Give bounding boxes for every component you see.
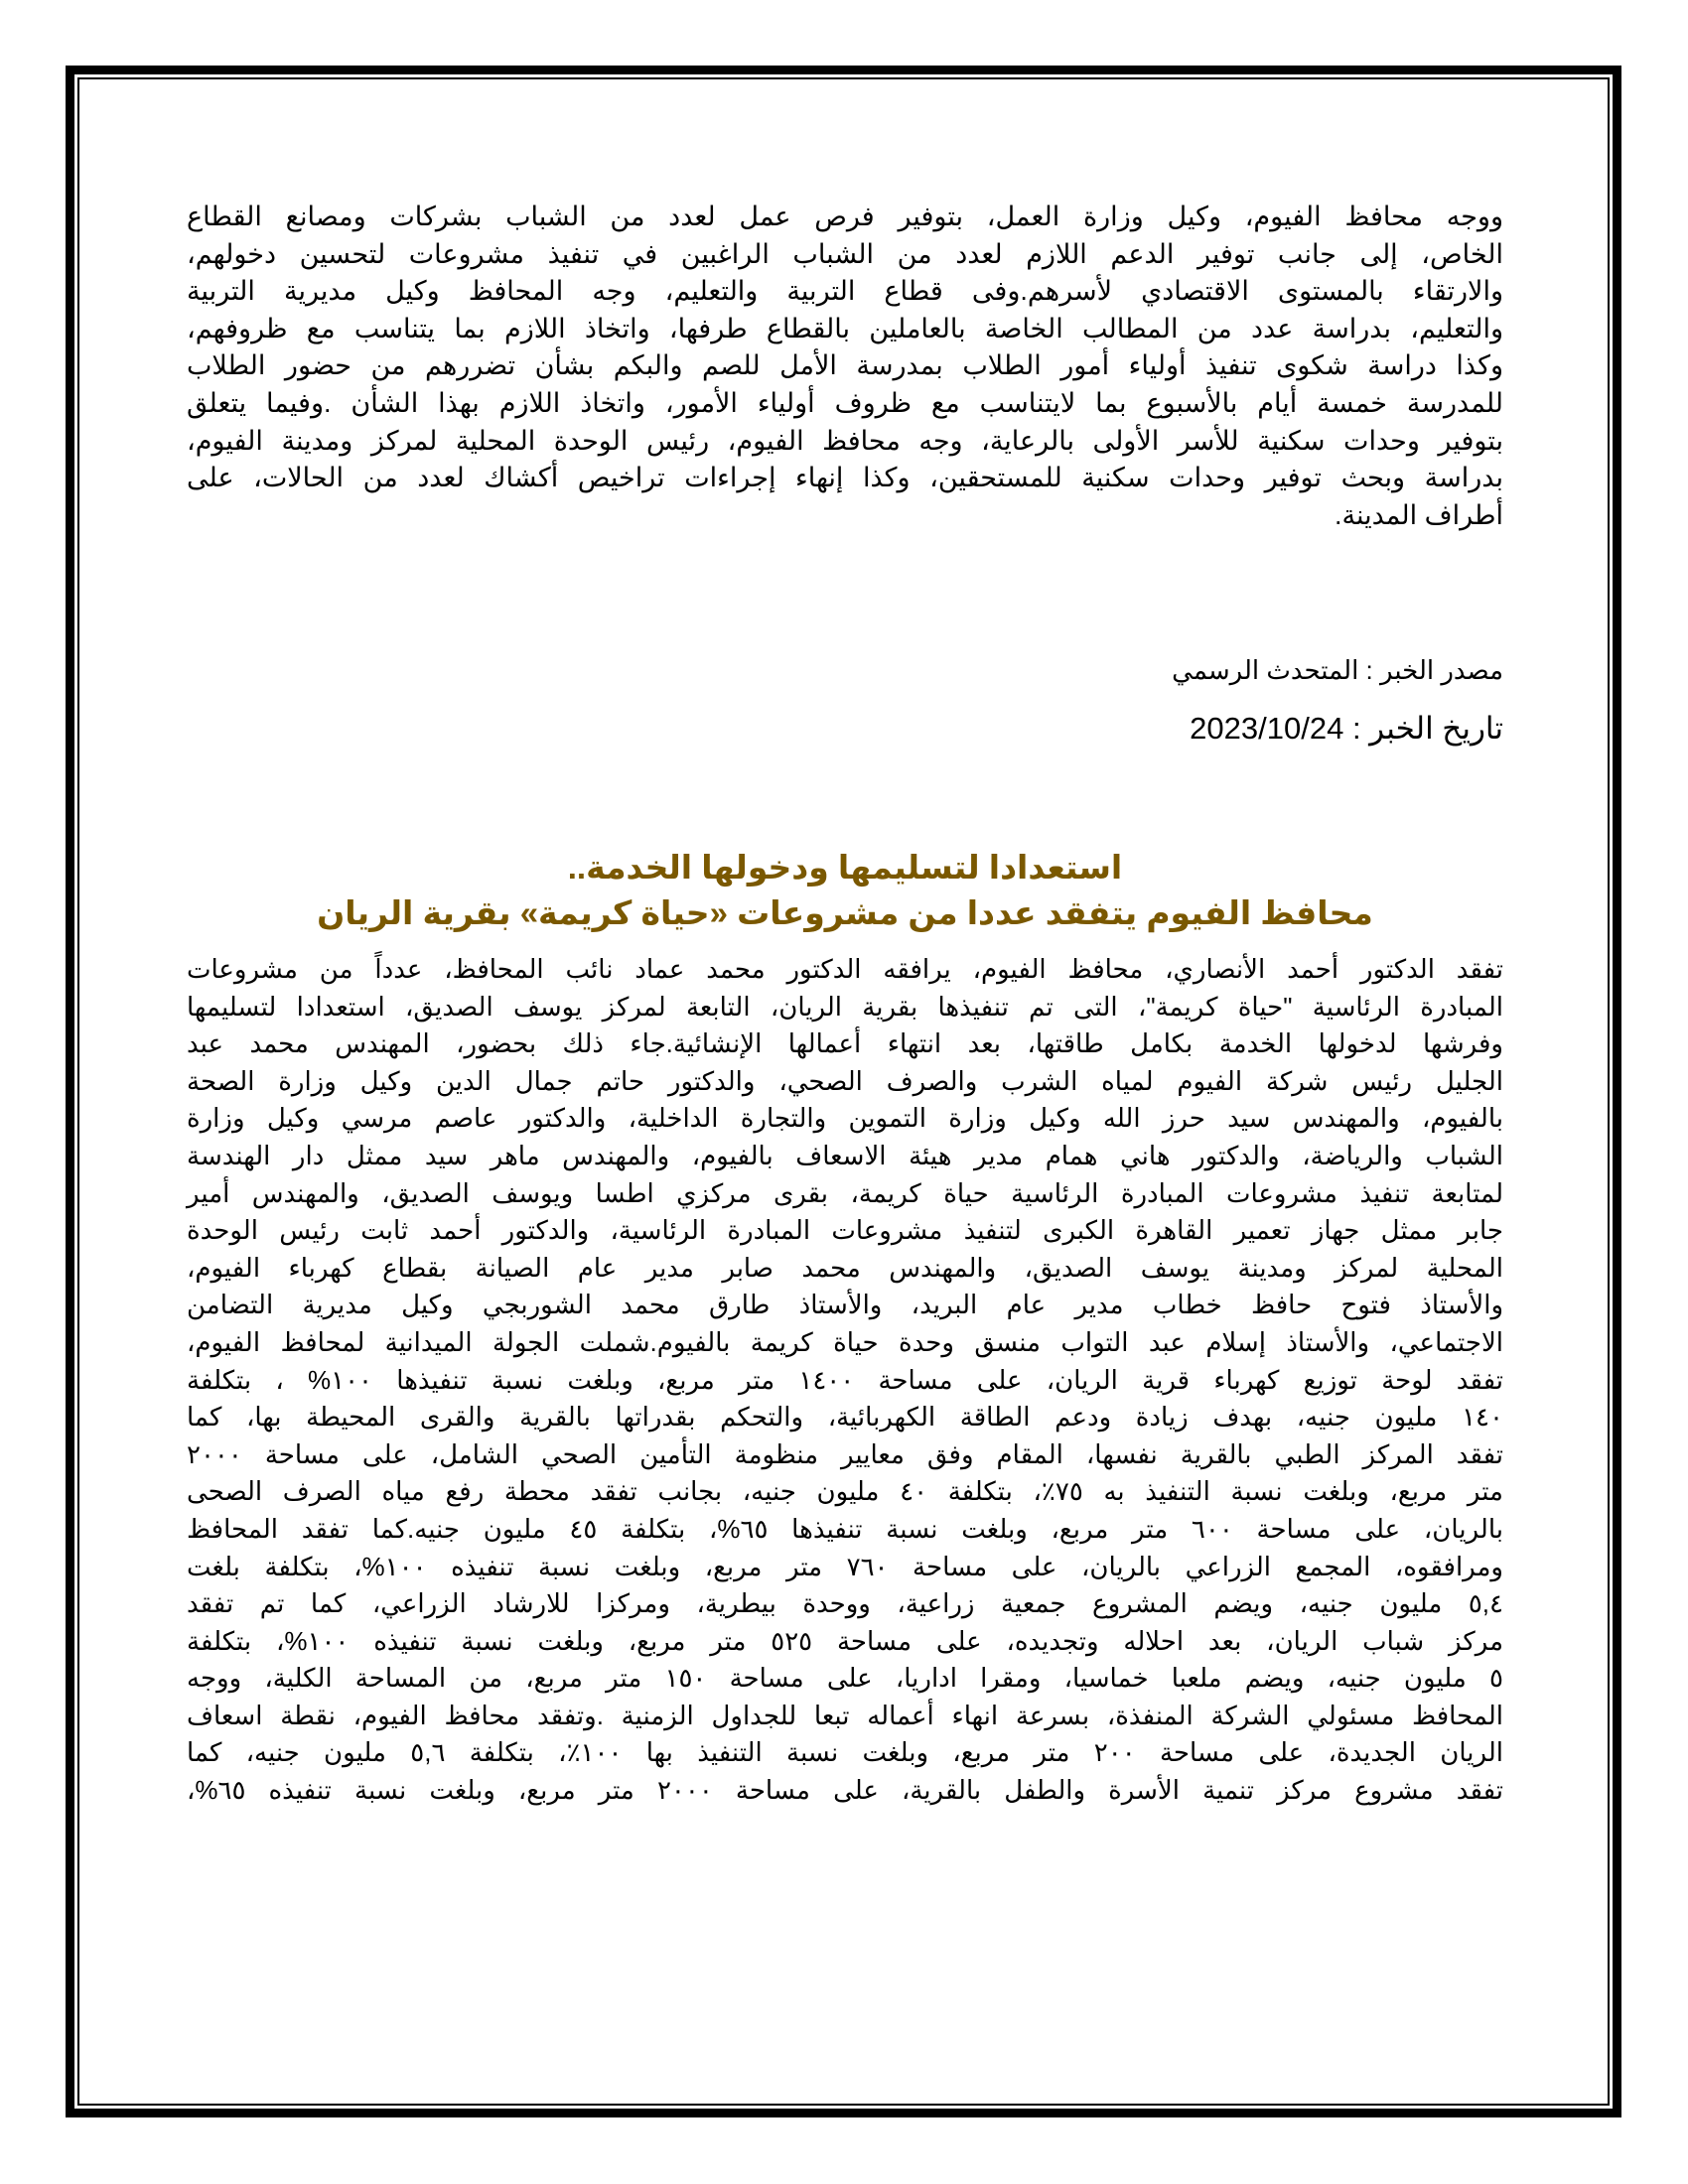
text-line: ٥ مليون جنيه، ويضم ملعبا خماسيا، ومقرا اداريا، على مساحة ١٥٠ متر مربع، من المساحة الكلية، ووجه [187, 1663, 1504, 1694]
headline-kicker: استعدادا لتسليمها ودخولها الخدمة.. [567, 849, 1123, 886]
text-line: ١٤٠ مليون جنيه، بهدف زيادة ودعم الطاقة الكهربائية، والتحكم بقدراتها بالقرية والقرى المحيطة بها، كما [187, 1402, 1503, 1433]
text-line: تفقد المركز الطبي بالقرية نفسها، المقام وفق معايير منظومة التأمين الصحي الشامل، على مساحة ٢٠٠٠ [187, 1438, 1503, 1469]
text-line: الجليل رئيس شركة الفيوم لمياه الشرب والصرف الصحي، والدكتور حاتم جمال الدين وكيل وزارة الصحة [187, 1065, 1503, 1096]
text-line: مركز شباب الريان، بعد احلاله وتجديده، على مساحة ٥٢٥ متر مربع، وبلغت نسبة تنفيذه ١٠٠%، بتكلفة [187, 1625, 1503, 1656]
text-line: بالفيوم، والمهندس سيد حرز الله وكيل وزارة التموين والتجارة الداخلية، والدكتور عاصم مرسي وكيل وزارة [187, 1103, 1503, 1134]
headline-title: محافظ الفيوم يتفقد عددا من مشروعات «حياة كريمة» بقرية الريان [317, 894, 1373, 931]
text-line: الاجتماعي، والأستاذ إسلام عبد التواب منسق وحدة حياة كريمة بالفيوم.شملت الجولة الميدانية لمحافظ الفيوم، [187, 1326, 1503, 1357]
text-line: تفقد لوحة توزيع كهرباء قرية الريان، على مساحة ١٤٠٠ متر مربع، وبلغت نسبة تنفيذها ١٠٠% ، بتكلفة [187, 1364, 1503, 1395]
text-line: وفرشها لدخولها الخدمة بكامل طاقتها، بعد انتهاء أعمالها الإنشائية.جاء ذلك بحضور، المهندس محمد عبد [187, 1028, 1503, 1059]
text-line: تفقد الدكتور أحمد الأنصاري، محافظ الفيوم، يرافقه الدكتور محمد عماد نائب المحافظ، عدداً من مشروعات [187, 954, 1503, 984]
text-line: للمدرسة خمسة أيام بالأسبوع بما لايتناسب مع ظروف أولياء الأمور، واتخاذ اللازم بهذا الشأن .وفيما يتعلق [187, 387, 1503, 418]
text-line: ٥,٤ مليون جنيه، ويضم المشروع جمعية زراعية، ووحدة بيطرية، ومركزا للارشاد الزراعي، كما تم تفقد [187, 1588, 1503, 1619]
paragraph-article-body [187, 951, 1503, 1810]
news-source: مصدر الخبر : المتحدث الرسمي [1172, 655, 1503, 685]
text-line: متر مربع، وبلغت نسبة التنفيذ به ٧٥٪، بتكلفة ٤٠ مليون جنيه، بجانب تفقد محطة رفع مياه الصرف الصحى [187, 1476, 1503, 1507]
text-line: بتوفير وحدات سكنية للأسر الأولى بالرعاية، وجه محافظ الفيوم، رئيس الوحدة المحلية لمركز ومدينة الفيوم، [187, 425, 1503, 456]
text-line: لمتابعة تنفيذ مشروعات المبادرة الرئاسية حياة كريمة، بقرى مركزي اطسا ويوسف الصديق، والمهندس أمير [187, 1177, 1503, 1208]
text-line: وكذا دراسة شكوى تنفيذ أولياء أمور الطلاب بمدرسة الأمل للصم والبكم بشأن تضررهم من حضور الطلاب [187, 350, 1503, 381]
text-line: الشباب والرياضة، والدكتور هاني همام مدير هيئة الاسعاف بالفيوم، والمهندس ماهر سيد ممثل دار الهندسة [187, 1140, 1503, 1170]
news-date: تاريخ الخبر : 2023/10/24 [1190, 711, 1503, 746]
text-line: ومرافقوه، المجمع الزراعي بالريان، على مساحة ٧٦٠ متر مربع، وبلغت نسبة تنفيذه ١٠٠%، بتكلفة بلغت [187, 1551, 1503, 1581]
text-line: والتعليم، بدراسة عدد من المطالب الخاصة بالعاملين بالقطاع طرفها، واتخاذ اللازم بما يتناسب مع ظروفهم، [187, 313, 1503, 343]
text-line: بالريان، على مساحة ٦٠٠ متر مربع، وبلغت نسبة تنفيذها ٦٥%، بتكلفة ٤٥ مليون جنيه.كما تفقد المحافظ [187, 1513, 1503, 1544]
text-line: جابر ممثل جهاز تعمير القاهرة الكبرى لتنفيذ مشروعات المبادرة الرئاسية، والدكتور أحمد ثابت رئيس الوحدة [187, 1215, 1503, 1246]
text-line: الريان الجديدة، على مساحة ٢٠٠ متر مربع، وبلغت نسبة التنفيذ بها ١٠٠٪، بتكلفة ٥,٦ مليون جنيه، كما [187, 1737, 1503, 1768]
text-line: أطراف المدينة. [1334, 499, 1503, 530]
text-line: المحافظ مسئولي الشركة المنفذة، بسرعة انهاء أعماله تبعا للجداول الزمنية .وتفقد محافظ الفيوم، نقطة اسعاف [187, 1700, 1503, 1730]
text-line: المحلية لمركز ومدينة يوسف الصديق، والمهندس محمد صابر مدير عام الصيانة بقطاع كهرباء الفيوم، [187, 1252, 1503, 1283]
paragraph-governor-directives [187, 199, 1503, 534]
text-line: والأستاذ فتوح حافظ خطاب مدير عام البريد، والأستاذ طارق محمد الشوربجي وكيل مديرية التضامن [187, 1290, 1503, 1320]
text-line: ووجه محافظ الفيوم، وكيل وزارة العمل، بتوفير فرص عمل لعدد من الشباب بشركات ومصانع القطاع [187, 202, 1503, 231]
text-line: الخاص، إلى جانب توفير الدعم اللازم لعدد من الشباب الراغبين في تنفيذ مشروعات لتحسين دخولهم، [187, 238, 1503, 269]
text-line: تفقد مشروع مركز تنمية الأسرة والطفل بالقرية، على مساحة ٢٠٠٠ متر مربع، وبلغت نسبة تنفيذه ٦٥%، [187, 1775, 1503, 1806]
text-line: والارتقاء بالمستوى الاقتصادي لأسرهم.وفى قطاع التربية والتعليم، وجه المحافظ وكيل مديرية التربية [187, 276, 1503, 307]
text-line: المبادرة الرئاسية "حياة كريمة"، التى تم تنفيذها بقرية الريان، التابعة لمركز يوسف الصديق، استعدادا لتسليمها [187, 991, 1503, 1022]
text-line: بدراسة وبحث توفير وحدات سكنية للمستحقين، وكذا إنهاء إجراءات تراخيص أكشاك لعدد من الحالات، على [187, 463, 1503, 493]
